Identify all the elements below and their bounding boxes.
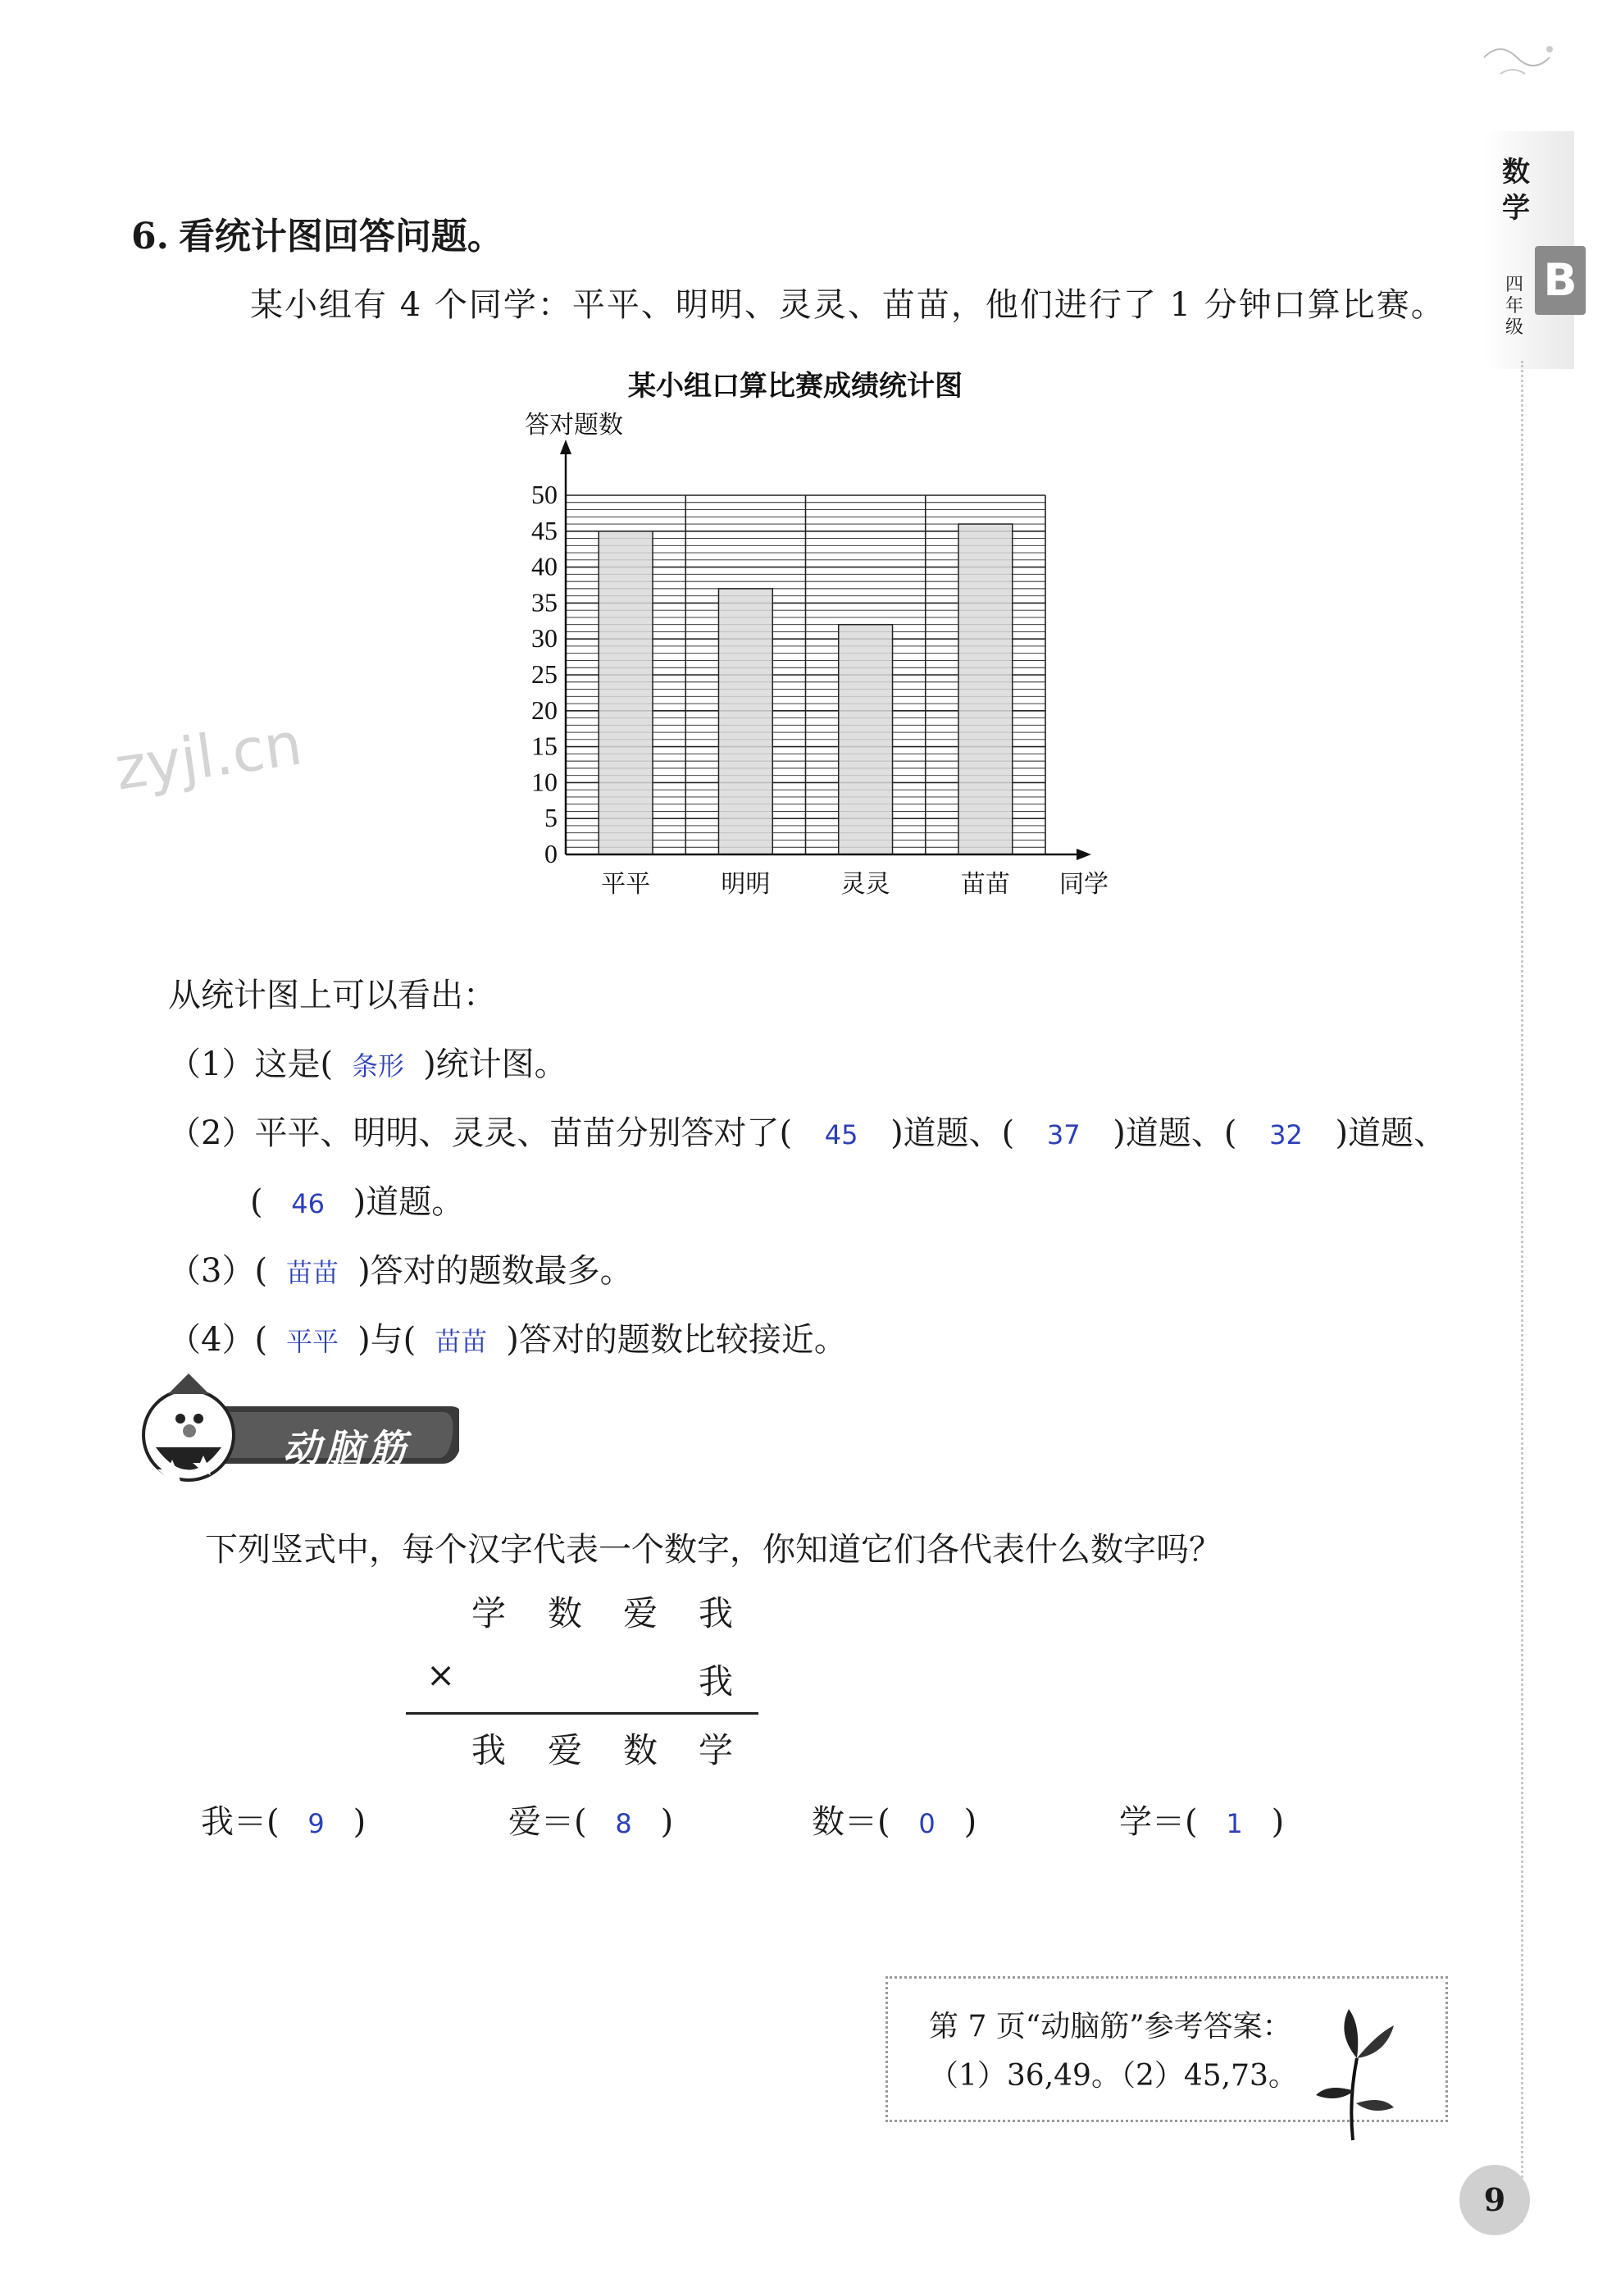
answer-shu-char: 数: [812, 1803, 844, 1841]
q3-answer: 苗苗: [286, 1257, 339, 1288]
chart-x-ticks: [601, 870, 1010, 899]
q2-answer-2: 37: [1046, 1119, 1081, 1150]
margin-dotted-rule: [1521, 361, 1523, 2222]
y-tick-label: 15: [531, 731, 558, 761]
calc-row1-digit4: 我: [699, 1593, 734, 1633]
watermark: zyjl.cn: [111, 708, 307, 804]
q2-line2-prefix: (: [250, 1183, 263, 1221]
subject-side-tab: [1484, 131, 1607, 369]
chart-x-axis-label: 同学: [1059, 870, 1109, 899]
y-tick-label: 20: [531, 695, 558, 725]
chart-title: 某小组口算比赛成绩统计图: [628, 371, 963, 402]
q2-mid3: )道题、: [1335, 1114, 1447, 1152]
calc-result-digit1: 我: [471, 1730, 507, 1770]
bar-平平: [599, 531, 653, 854]
analysis-q2: [168, 1107, 1446, 1154]
question-title: 看统计图回答问题。: [178, 216, 503, 257]
answer-wo-eq: ＝(: [234, 1803, 280, 1841]
reference-line-1: 第 7 页“动脑筋”参考答案：: [929, 2010, 1292, 2043]
analysis-q2-line2: [250, 1176, 464, 1223]
answer-shu-eq: ＝(: [844, 1803, 890, 1841]
answer-ai-close: ): [660, 1803, 674, 1841]
x-tick-label: 苗苗: [960, 870, 1010, 899]
y-tick-label: 50: [531, 480, 558, 509]
calc-row1-digit3: 爱: [623, 1593, 658, 1633]
q4-answer-2: 苗苗: [435, 1326, 488, 1357]
q4-prefix: （4）(: [168, 1321, 268, 1359]
y-tick-label: 40: [531, 551, 558, 581]
answer-shu-close: ): [963, 1803, 977, 1841]
q2-line2-suffix: )道题。: [353, 1183, 465, 1221]
y-tick-label: 0: [544, 839, 558, 868]
y-tick-label: 30: [531, 623, 558, 654]
answer-xue: [1119, 1796, 1284, 1843]
chart-y-ticks: [531, 480, 558, 868]
flower-icon: [1304, 2001, 1410, 2148]
calc-result-digit3: 数: [623, 1730, 658, 1770]
x-tick-label: 灵灵: [840, 870, 890, 899]
q2-answer-1: 45: [824, 1119, 858, 1150]
q2-prefix: （2）平平、明明、灵灵、苗苗分别答对了(: [168, 1114, 793, 1152]
question-heading: [131, 207, 503, 259]
edition-badge: B: [1535, 246, 1586, 315]
answer-xue-close: ): [1271, 1803, 1285, 1841]
calc-operator: ×: [426, 1655, 456, 1695]
bar-chart: [459, 361, 1213, 918]
q2-mid1: )道题、(: [890, 1114, 1015, 1152]
analysis-q1: [168, 1038, 567, 1085]
answer-xue-eq: ＝(: [1152, 1803, 1198, 1841]
q3-suffix: )答对的题数最多。: [357, 1252, 633, 1290]
answer-ai-value: 8: [615, 1808, 632, 1839]
subject-label: 数学: [1502, 156, 1530, 225]
answer-shu: [812, 1796, 976, 1843]
q4-answer-1: 平平: [286, 1326, 339, 1357]
answer-wo: [201, 1796, 366, 1843]
question-intro: 某小组有 4 个同学：平平、明明、灵灵、苗苗，他们进行了 1 分钟口算比赛。: [250, 286, 1445, 324]
q2-answer-3: 32: [1269, 1119, 1303, 1150]
corner-decoration-icon: [1476, 33, 1574, 90]
question-number: 6.: [131, 216, 169, 257]
reference-line-2: （1）36,49。（2）45,73。: [929, 2059, 1298, 2093]
answer-wo-close: ): [353, 1803, 366, 1841]
answer-ai: [508, 1796, 673, 1843]
calc-multiplier: 我: [699, 1661, 734, 1702]
calc-rule: [406, 1712, 758, 1715]
bar-苗苗: [958, 524, 1013, 854]
brain-teaser-prompt: 下列竖式中，每个汉字代表一个数字，你知道它们各代表什么数字吗？: [205, 1531, 1222, 1569]
calc-row1-digit2: 数: [548, 1593, 583, 1633]
bar-明明: [718, 589, 772, 854]
q4-suffix: )答对的题数比较接近。: [506, 1321, 847, 1359]
x-tick-label: 明明: [721, 870, 771, 899]
answer-ai-char: 爱: [508, 1803, 541, 1841]
calc-result-digit2: 爱: [548, 1730, 583, 1770]
answer-ai-eq: ＝(: [541, 1803, 587, 1841]
q2-mid2: )道题、(: [1113, 1114, 1237, 1152]
answer-shu-value: 0: [918, 1808, 936, 1839]
y-tick-label: 35: [531, 587, 558, 617]
grade-label: 四年级: [1505, 275, 1524, 338]
answer-xue-char: 学: [1119, 1803, 1152, 1841]
clown-mascot-icon: [143, 1374, 234, 1486]
y-tick-label: 25: [531, 659, 558, 689]
y-tick-label: 5: [544, 803, 558, 833]
chart-y-axis-label: 答对题数: [525, 411, 623, 440]
analysis-q3: [168, 1245, 633, 1292]
q1-suffix: )统计图。: [423, 1046, 567, 1083]
calc-result-digit4: 学: [699, 1730, 734, 1770]
answer-xue-value: 1: [1226, 1808, 1243, 1839]
answer-wo-value: 9: [307, 1808, 325, 1839]
q1-prefix: （1）这是(: [168, 1046, 334, 1083]
y-tick-label: 45: [531, 515, 558, 545]
page-number: 9: [1459, 2165, 1530, 2235]
x-axis-arrow-icon: [1077, 849, 1091, 860]
bar-灵灵: [839, 625, 893, 854]
brain-teaser-label: 动脑筋: [283, 1426, 411, 1470]
answer-wo-char: 我: [201, 1803, 234, 1841]
analysis-lead: 从统计图上可以看出：: [168, 977, 496, 1014]
q4-mid: )与(: [357, 1321, 417, 1359]
calc-row1-digit1: 学: [471, 1593, 507, 1633]
y-axis-arrow-icon: [560, 440, 571, 454]
q3-prefix: （3）(: [168, 1252, 268, 1290]
analysis-q4: [168, 1314, 847, 1360]
y-tick-label: 10: [531, 767, 558, 797]
q2-answer-4: 46: [291, 1188, 325, 1219]
x-tick-label: 平平: [601, 870, 651, 899]
q1-answer: 条形: [352, 1050, 405, 1082]
